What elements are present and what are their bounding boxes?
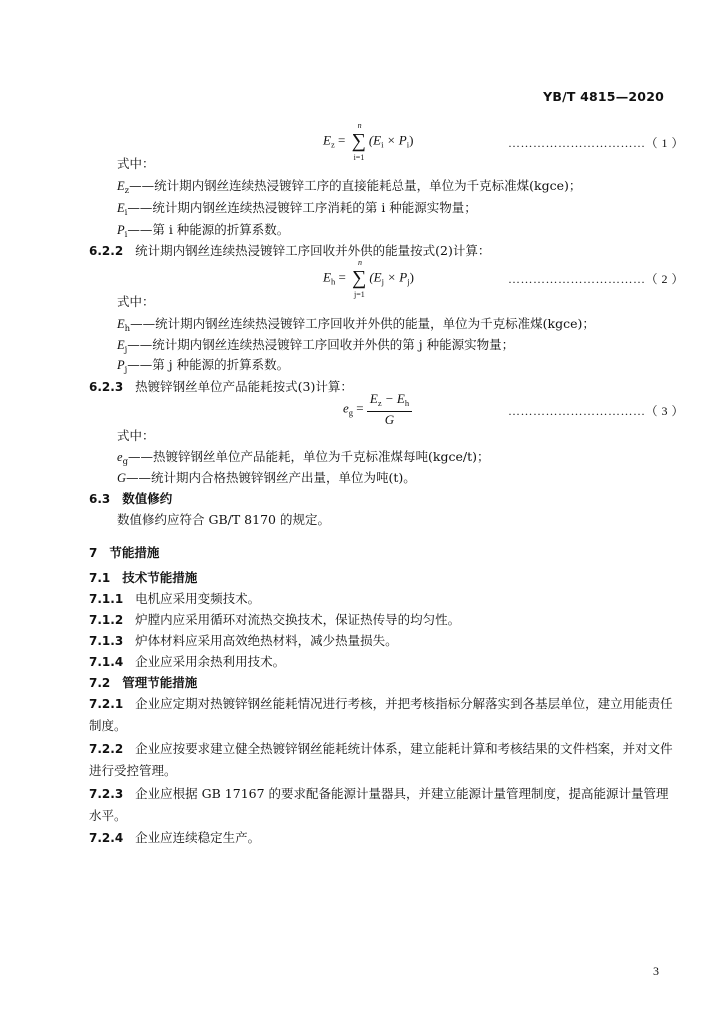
equation-3: $e_g$ = $\frac{E_z - E_h}{G}$ [343,391,412,428]
clause-7-1-1: 7.1.1 电机应采用变频技术。 [89,591,261,606]
definition-eg: $e_g——$热镀锌钢丝单位产品能耗，单位为千克标准煤每吨(kgce/t)； [117,449,490,467]
clause-7-1-heading: 7.1 技术节能措施 [89,570,198,585]
clause-7-1-3: 7.1.3 炉体材料应采用高效绝热材料，减少热量损失。 [89,633,398,648]
where-label: 式中： [117,294,155,309]
sum-symbol: ∑ n j=1 [352,258,367,299]
clause-7-2-3: 7.2.3 企业应根据 GB 17167 的要求配备能源计量器具，并建立能源计量管理制度，提高能源计量管理水平。 [89,786,669,823]
definition-ej: $E_j——$统计期内钢丝连续热浸镀锌工序回收并外供的第 j 种能源实物量； [117,337,515,355]
clause-6-2-2: 6.2.2 统计期内钢丝连续热浸镀锌工序回收并外供的能量按式(2)计算： [89,243,491,258]
equation-1-number: ……………………………（ 1 ） [508,136,685,150]
standard-code-header: YB/T 4815—2020 [543,89,664,104]
clause-7-1-4: 7.1.4 企业应采用余热利用技术。 [89,654,286,669]
definition-g: G——统计期内合格热镀锌钢丝产出量，单位为吨(t)。 [117,470,416,485]
equation-3-number: ……………………………（ 3 ） [508,404,685,418]
clause-6-3-text: 数值修约应符合 GB/T 8170 的规定。 [117,512,330,527]
fraction: $\frac{E_z - E_h}{G}$ [367,391,412,428]
definition-ei: $E_i——$统计期内钢丝连续热浸镀锌工序消耗的第 i 种能源实物量； [117,200,477,218]
equation-2-number: ……………………………（ 2 ） [508,272,685,286]
definition-pi: $P_i——$第 i 种能源的折算系数。 [117,222,290,240]
definition-ez: $E_z——$统计期内钢丝连续热浸镀锌工序的直接能耗总量，单位为千克标准煤(kgce)； [117,178,582,196]
clause-7-2-heading: 7.2 管理节能措施 [89,675,198,690]
clause-6-3-heading: 6.3 数值修约 [89,491,173,506]
definition-eh: $E_h——$统计期内钢丝连续热浸镀锌工序回收并外供的能量，单位为千克标准煤(kgce)； [117,316,595,334]
page-number: 3 [653,964,659,978]
clause-7-2-4: 7.2.4 企业应连续稳定生产。 [89,830,261,845]
where-label: 式中： [117,156,155,171]
chapter-7-heading: 7 节能措施 [89,545,160,560]
equation-2: $E_h$ = ∑ n j=1 $(E_j \times P_j)$ [323,258,414,299]
clause-7-1-2: 7.1.2 炉膛内应采用循环对流热交换技术，保证热传导的均匀性。 [89,612,461,627]
clause-7-2-1: 7.2.1 企业应定期对热镀锌钢丝能耗情况进行考核，并把考核指标分解落实到各基层单位，建立用能责任制度。 [89,696,673,733]
equation-1: $E_z$ = ∑ n i=1 $(E_i \times P_i)$ [323,121,414,162]
sum-symbol: ∑ n i=1 [351,121,366,162]
definition-pj: $P_j——$第 j 种能源的折算系数。 [117,357,290,375]
clause-6-2-3: 6.2.3 热镀锌钢丝单位产品能耗按式(3)计算： [89,379,353,394]
where-label: 式中： [117,428,155,443]
clause-7-2-2: 7.2.2 企业应按要求建立健全热镀锌钢丝能耗统计体系，建立能耗计算和考核结果的文件档案，并对文件进行受控管理。 [89,741,673,778]
